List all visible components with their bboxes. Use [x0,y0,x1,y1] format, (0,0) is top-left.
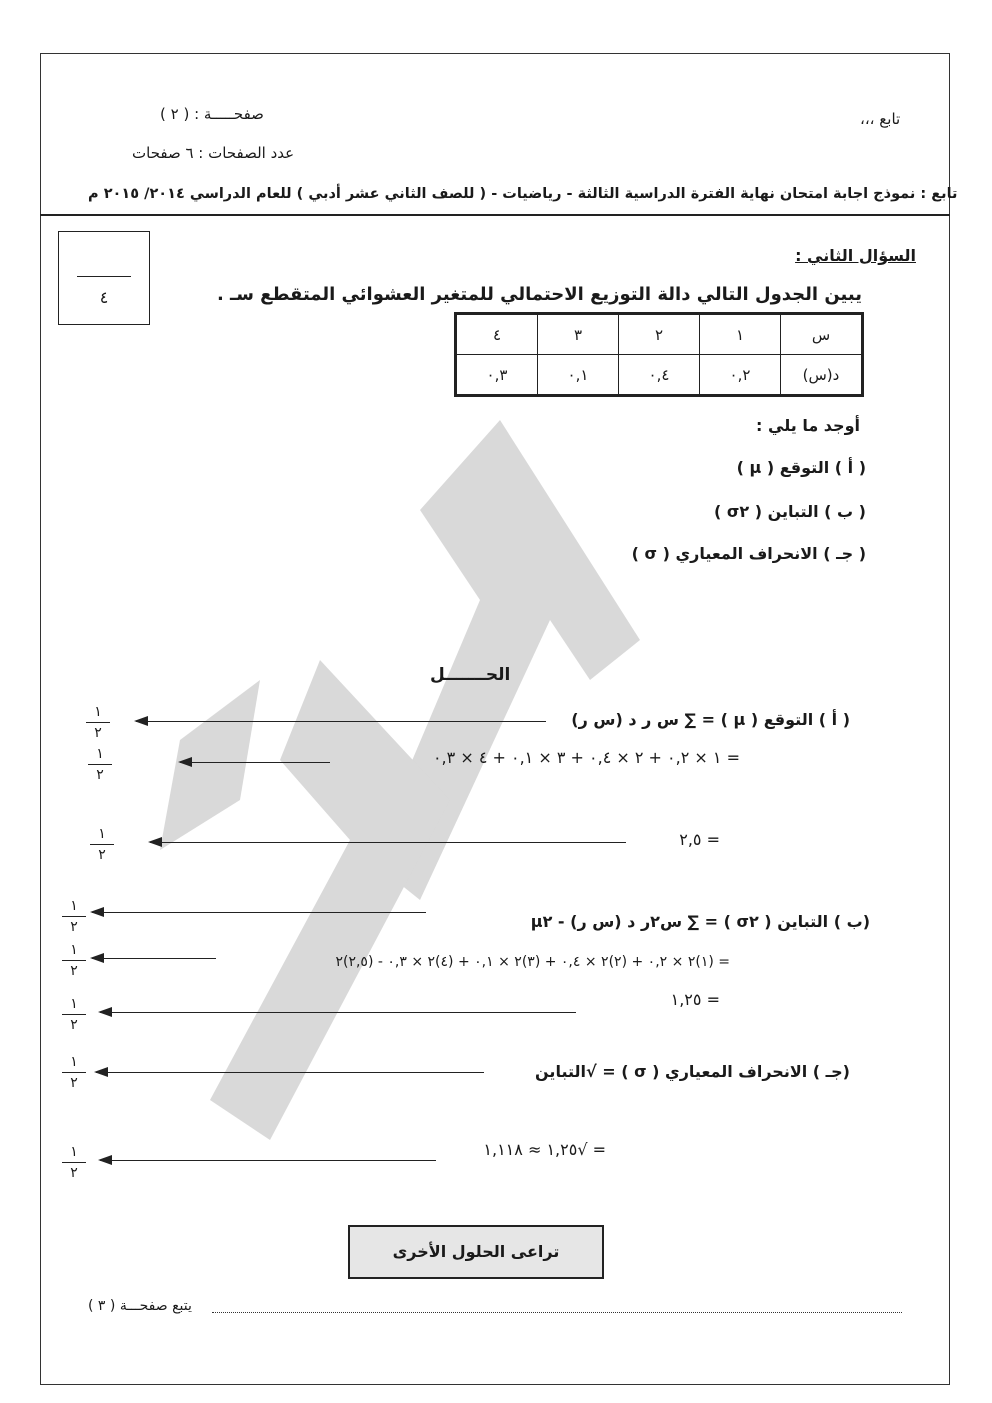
half-mark: ١ ٢ [88,746,112,783]
solution-line: = (١)٢ × ٠,٢ + (٢)٢ × ٠,٤ + (٣)٢ × ٠,١ + (٤)٢ × ٠,٣ - (٢,٥)٢ [335,954,730,970]
dotted-line [212,1312,902,1313]
solution-heading: الحـــــــل [430,665,511,685]
solution-line: = ٢,٥ [679,830,720,849]
watermark-logo [120,380,680,1160]
score-line [77,276,131,277]
score-box [58,231,150,325]
arrow [92,958,216,959]
half-mark: ١ ٢ [62,942,86,979]
table-cell: ٠,٤ [619,355,700,395]
arrow [150,842,626,843]
exam-title: تابع : نموذج اجابة امتحان نهاية الفترة الدراسية الثالثة - رياضيات - ( للصف الثاني عشر أدبي ) للعام الدراسي ٢٠١٤/ ٢٠١٥ م [88,186,958,202]
next-page-note: يتبع صفحـــة ( ٣ ) [88,1298,192,1314]
page-count: عدد الصفحات : ٦ صفحات [132,144,295,162]
table-row [457,355,862,395]
arrow [96,1072,484,1073]
table-cell: ٣ [538,315,619,355]
table-cell: ٠,٢ [700,355,781,395]
page-number: صفحـــــة : ( ٢ ) [160,105,264,123]
item-variance: ( ب ) التباين ( σ٢ ) [714,502,866,521]
item-expectation: ( أ ) التوقع ( μ ) [736,458,866,477]
question-title: السؤال الثاني : [795,246,916,265]
half-mark: ١ ٢ [62,1054,86,1091]
solution-line: = ١ × ٠,٢ + ٢ × ٠,٤ + ٣ × ٠,١ + ٤ × ٠,٣ [432,748,740,767]
arrow [180,762,330,763]
score-mark: ٤ [99,288,109,307]
half-mark: ١ ٢ [62,996,86,1033]
solution-line: (جـ ) الانحراف المعياري ( σ ) = √التباين [535,1062,850,1081]
header-divider [40,214,950,216]
arrow [136,721,546,722]
table-cell: ٠,١ [538,355,619,395]
question-statement: يبين الجدول التالي دالة التوزيع الاحتمالي للمتغير العشوائي المتقطع سـ . [216,284,862,305]
half-mark: ١ ٢ [90,826,114,863]
arrow [100,1012,576,1013]
solution-line: (ب ) التباين ( σ٢ ) = ∑ س٢ر د (س ر) - μ٢ [530,912,870,931]
half-mark: ١ ٢ [86,704,110,741]
item-std-deviation: ( جـ ) الانحراف المعياري ( σ ) [631,544,866,563]
table-cell: د(س) [781,355,862,395]
solution-line: = √١,٢٥ ≈ ١,١١٨ [483,1140,606,1159]
table-row [457,315,862,355]
half-mark: ١ ٢ [62,1144,86,1181]
solution-line: ( أ ) التوقع ( μ ) = ∑ س ر د (س ر) [571,710,850,729]
solution-line: = ١,٢٥ [670,990,720,1009]
arrow [100,1160,436,1161]
table-cell: ٤ [457,315,538,355]
half-mark: ١ ٢ [62,898,86,935]
arrow [92,912,426,913]
probability-table [456,314,862,395]
other-solutions-note: تراعى الحلول الأخرى [348,1225,604,1279]
find-label: أوجد ما يلي : [756,416,860,435]
table-cell: ٢ [619,315,700,355]
continued-label: تابع ،،، [860,110,901,128]
table-cell: ٠,٣ [457,355,538,395]
table-cell: س [781,315,862,355]
table-cell: ١ [700,315,781,355]
